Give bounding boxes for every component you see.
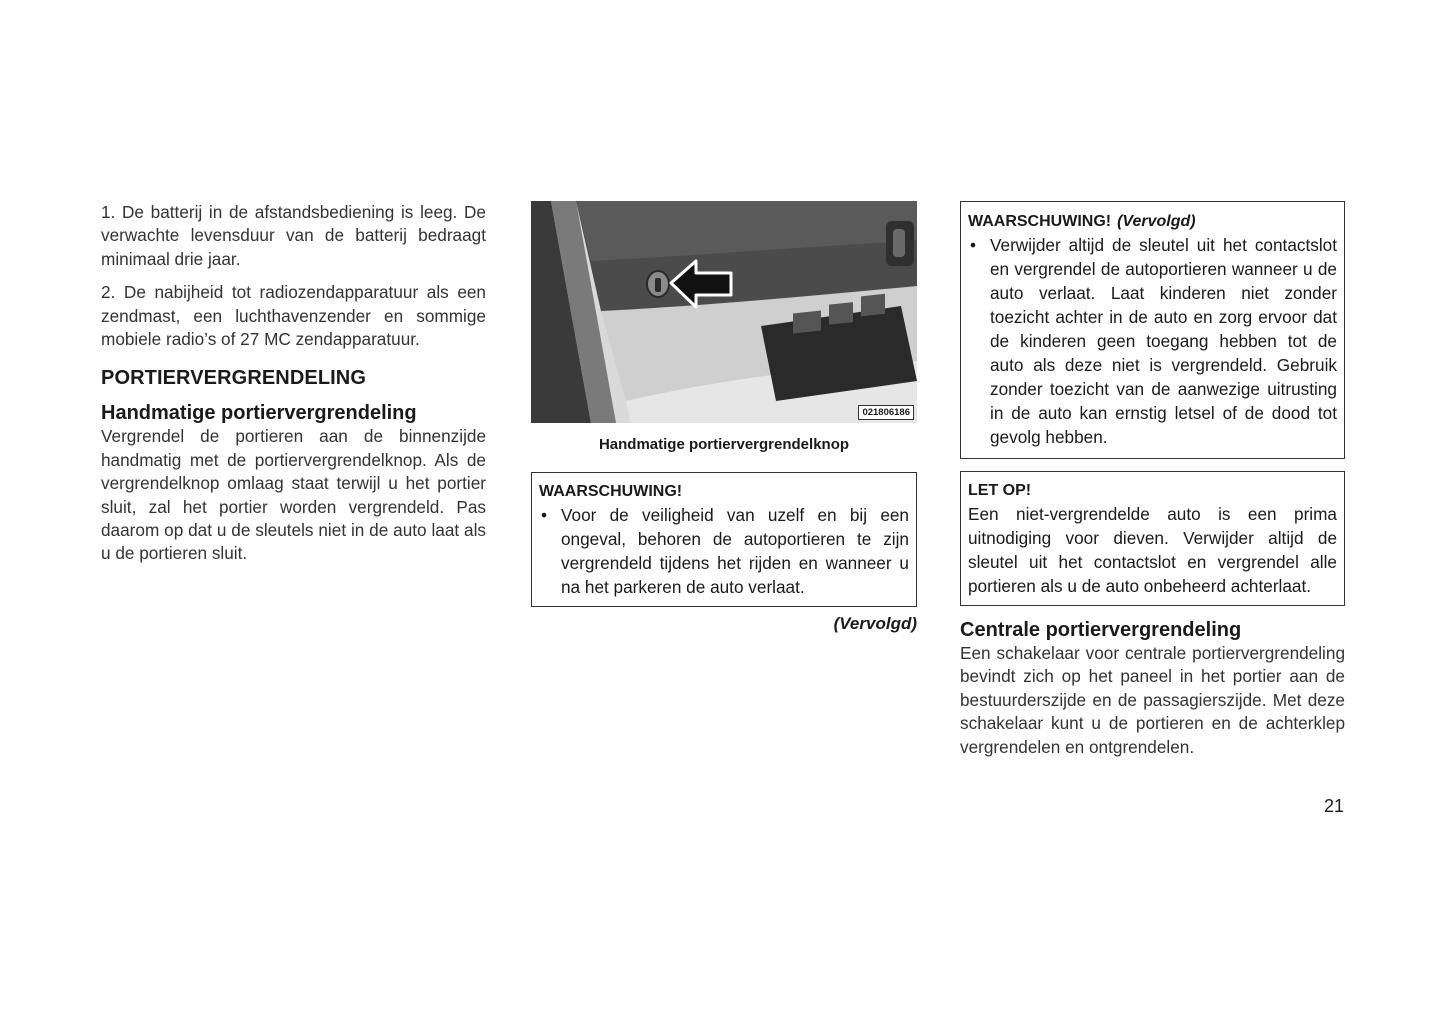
manual-lock-paragraph: Vergrendel de portieren aan de binnenzijde handmatig met de portiervergrendelknop. Als de vergrendelknop omlaag staat terwijl u het portier sluit, zal het portier worden vergrendeld. Pas daarom op dat u de sleutels niet in de auto laat als u de portieren sluit. — [101, 426, 486, 564]
right-column — [960, 201, 1345, 759]
page-number: 21 — [1323, 796, 1344, 816]
bullet-icon: • — [970, 235, 977, 255]
warning-continued-title-text: WAARSCHUWING! — [968, 213, 1112, 230]
section-heading: PORTIERVERGRENDELING — [101, 367, 366, 390]
warning-continued-bullet — [968, 233, 1337, 449]
middle-column — [531, 201, 917, 634]
door-panel-illustration — [531, 201, 917, 423]
warning-bullet — [539, 503, 909, 599]
caution-box — [960, 471, 1345, 606]
left-column — [101, 201, 486, 566]
central-lock-paragraph: Een schakelaar voor centrale portiervergrendeling bevindt zich op het paneel in het portier aan de bestuurderszijde en de passagierszijde. Met deze schakelaar kunt u de portieren en de achterklep vergrendelen en ontgrendelen. — [960, 643, 1345, 757]
caution-title: LET OP! — [968, 482, 1032, 499]
caution-text: Een niet-vergrendelde auto is een prima uitnodiging voor dieven. Verwijder altijd de sleutel uit het contactslot en vergrendel alle portieren als u de auto onbeheerd achterlaat. — [968, 504, 1337, 596]
manual-lock-heading: Handmatige portiervergrendeling — [101, 402, 417, 425]
warning-box — [531, 472, 917, 607]
figure-caption: Handmatige portiervergrendelknop — [598, 436, 850, 453]
figure-code: 021806186 — [858, 405, 914, 420]
central-lock-heading: Centrale portiervergrendeling — [960, 619, 1242, 641]
warning-continued-box — [960, 201, 1345, 459]
warning-bullet-text: Voor de veiligheid van uzelf en bij een ongeval, behoren de autoportieren te zijn vergrendeld tijdens het rijden en wanneer u na het parkeren de auto verlaat. — [561, 505, 909, 597]
battery-paragraph: 1. De batterij in de afstandsbediening is leeg. De verwachte levensduur van de batterij bedraagt minimaal drie jaar. — [101, 202, 486, 269]
warning-continued-title — [968, 211, 1337, 233]
warning-title: WAARSCHUWING! — [539, 483, 683, 500]
warning-continued-suffix: (Vervolgd) — [1117, 213, 1196, 230]
continued-label: (Vervolgd) — [833, 614, 917, 633]
radio-paragraph: 2. De nabijheid tot radiozendapparatuur als een zendmast, een luchthavenzender en sommige mobiele radio’s of 27 MC zendapparatuur. — [101, 282, 486, 350]
bullet-icon: • — [541, 505, 548, 525]
door-lock-figure — [531, 201, 917, 423]
warning-continued-bullet-text: Verwijder altijd de sleutel uit het contactslot en vergrendel de autoportieren wanneer u de auto verlaat. Laat kinderen niet zonder toezicht achter in de auto en zorg ervoor dat de kinderen geen toegang hebben tot de auto als deze niet is vergrendeld. Gebruik zonder toezicht van de aanwezige uitrusting in de auto kan ernstig letsel of de dood tot gevolg hebben. — [990, 235, 1337, 447]
